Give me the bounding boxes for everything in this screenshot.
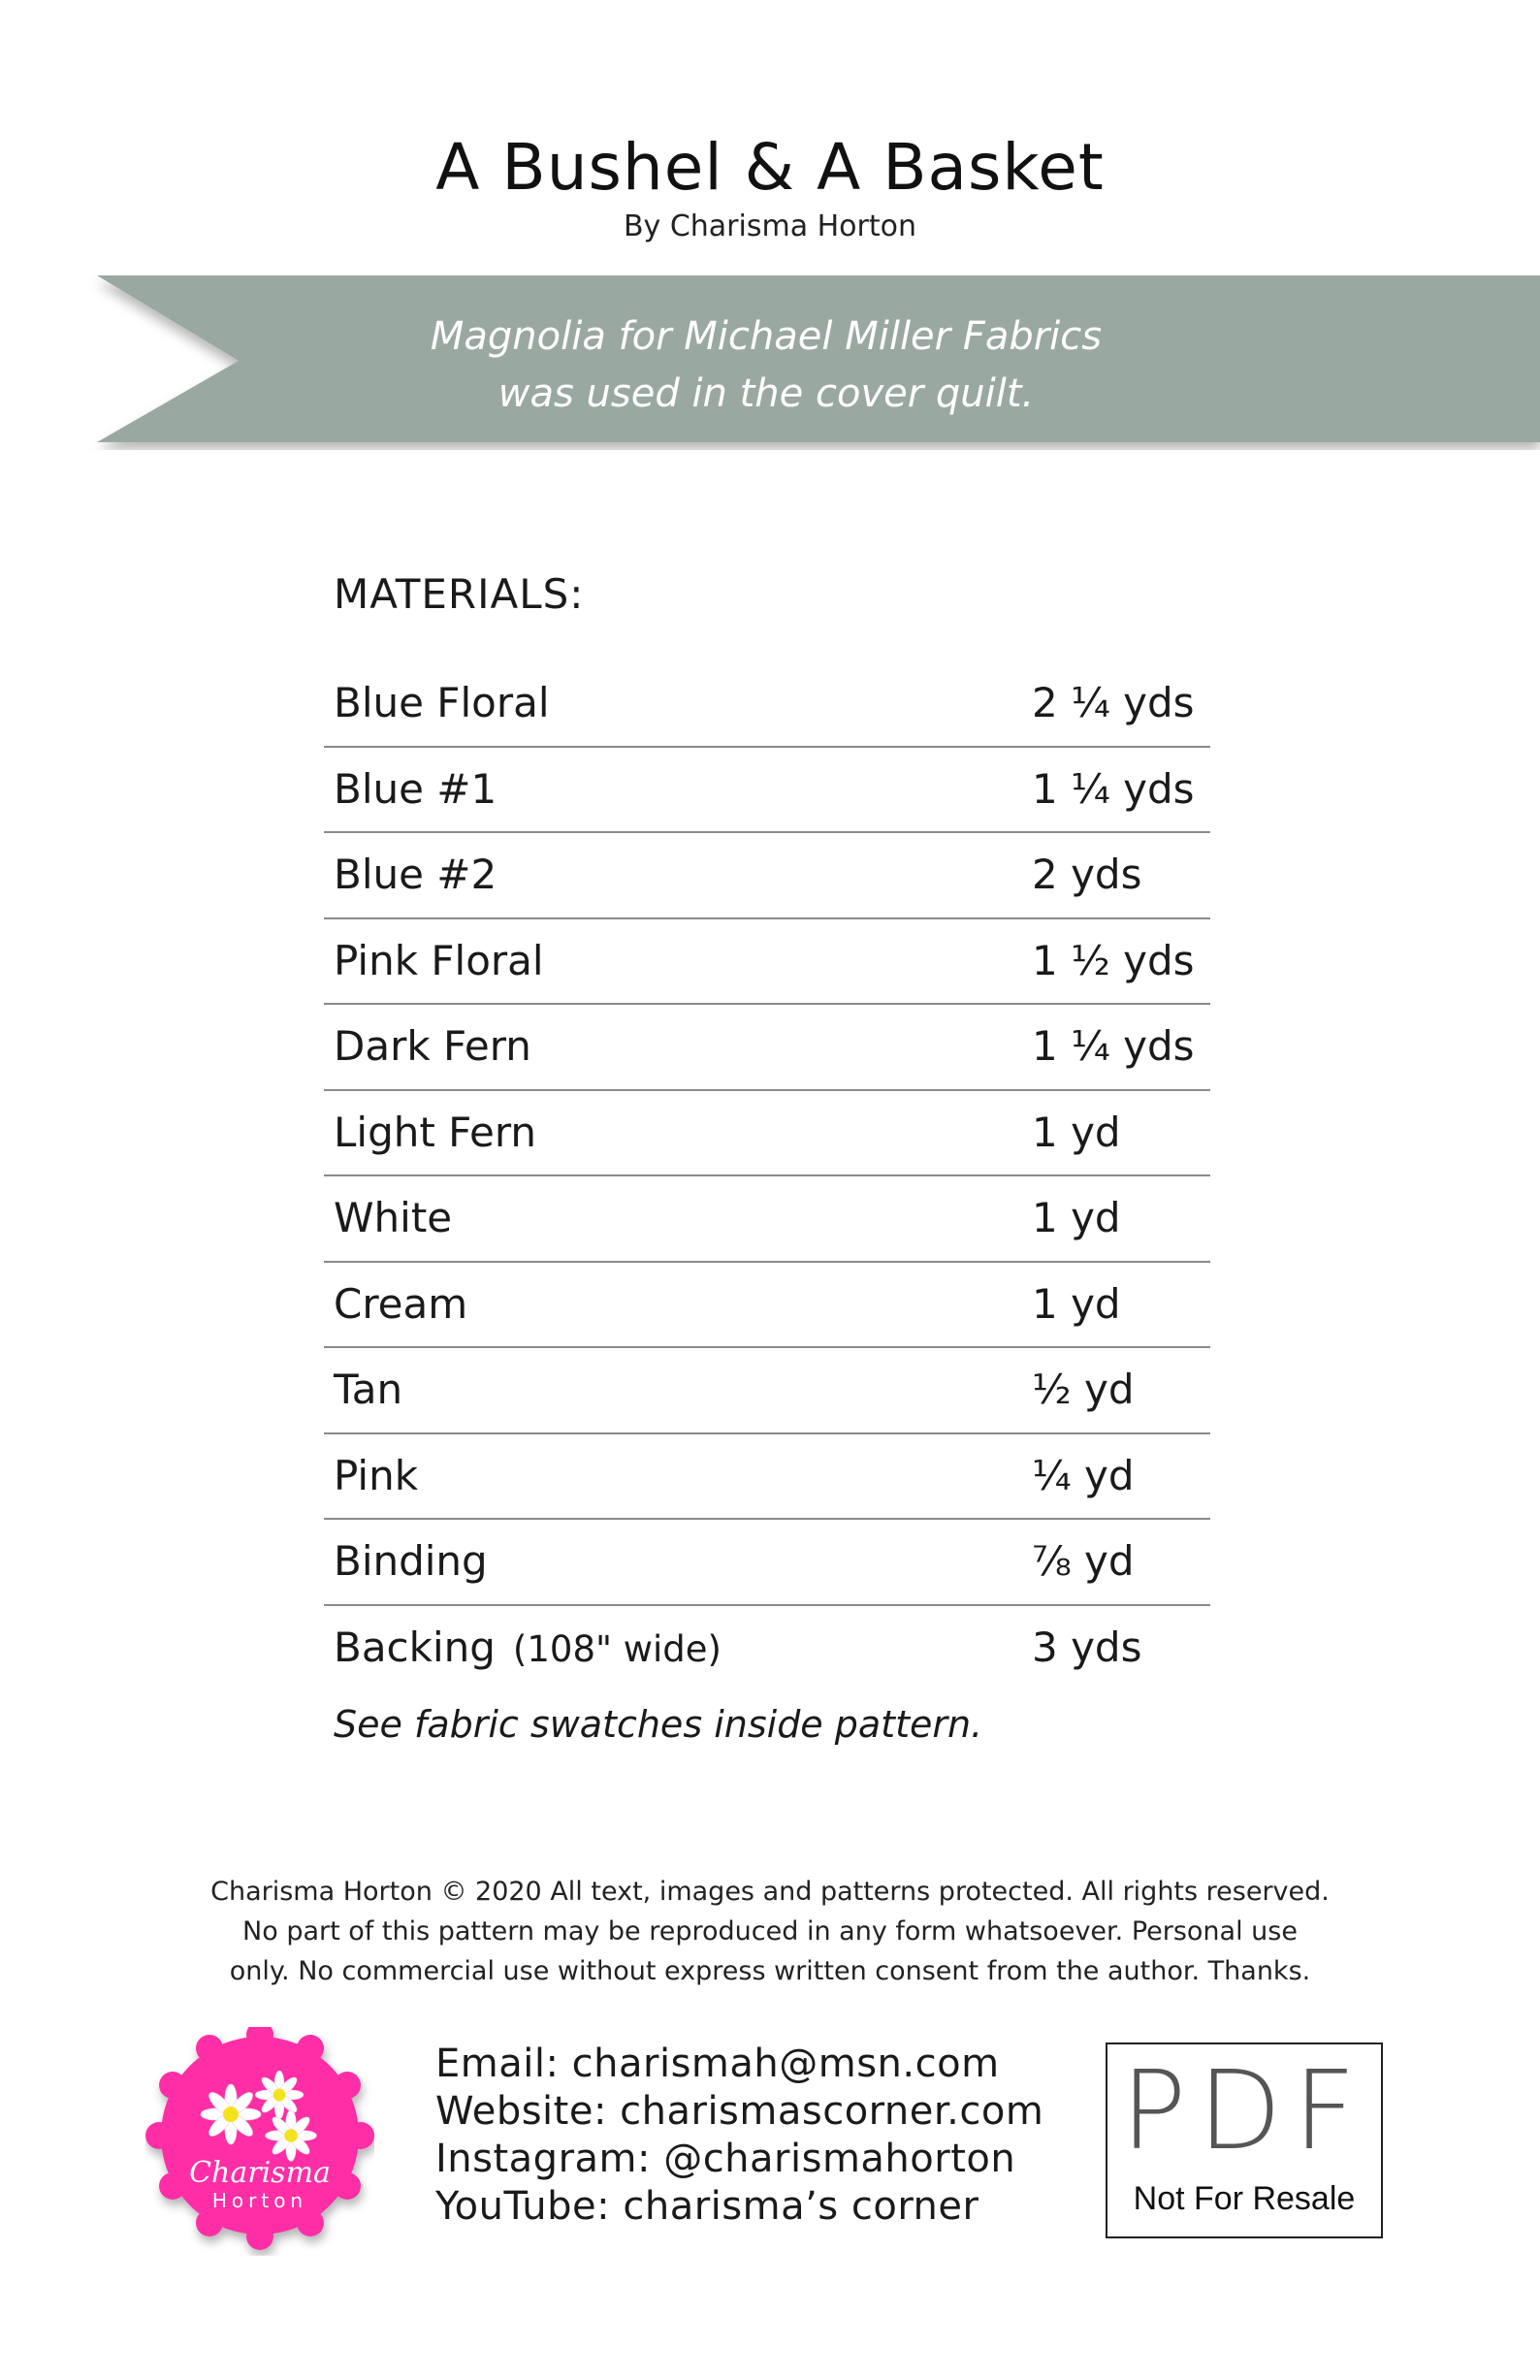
charisma-horton-logo — [145, 2027, 374, 2256]
material-qty: 1 ¼ yds — [1032, 764, 1195, 813]
material-row — [324, 1176, 1210, 1263]
material-qty: ½ yd — [1032, 1366, 1135, 1413]
material-row — [324, 661, 1210, 748]
material-qty: 2 ¼ yds — [1032, 679, 1195, 726]
material-row — [324, 1606, 1210, 1692]
material-name: Tan — [334, 1366, 403, 1413]
material-row — [324, 1434, 1210, 1521]
material-row — [324, 1263, 1210, 1349]
material-name: Blue #2 — [334, 851, 497, 898]
banner-line-1: Magnolia for Michael Miller Fabrics — [430, 314, 1103, 359]
pdf-not-for-resale-badge — [1106, 2042, 1383, 2238]
material-name: Light Fern — [334, 1108, 537, 1156]
material-qty: 1 yd — [1032, 1108, 1121, 1156]
contact-website: Website: charismascorner.com — [435, 2089, 1044, 2134]
materials-table — [324, 661, 1210, 1691]
copyright-notice — [0, 1872, 1540, 1991]
contact-info — [435, 2041, 1043, 2231]
material-name — [334, 1624, 722, 1671]
material-row — [324, 748, 1210, 834]
contact-youtube: YouTube: charisma’s corner — [435, 2184, 979, 2229]
material-name: Pink Floral — [334, 936, 544, 984]
material-row — [324, 1005, 1210, 1091]
material-qty: 3 yds — [1032, 1623, 1142, 1671]
material-qty: 1 yd — [1032, 1194, 1121, 1241]
pdf-label: PDF — [1120, 2048, 1368, 2174]
swatch-note: See fabric swatches inside pattern. — [334, 1703, 983, 1746]
copyright-line-3: only. No commercial use without express written consent from the author. Thanks. — [229, 1956, 1311, 1986]
banner-text — [281, 308, 1251, 423]
material-row — [324, 919, 1210, 1006]
material-note: (108" wide) — [512, 1627, 722, 1670]
pattern-byline: By Charisma Horton — [623, 209, 917, 243]
copyright-line-1: Charisma Horton © 2020 All text, images and patterns protected. All rights reserved. — [210, 1877, 1330, 1907]
material-qty: 2 yds — [1032, 851, 1142, 898]
contact-email: Email: charismah@msn.com — [435, 2042, 1000, 2086]
material-name: Blue Floral — [334, 679, 550, 726]
logo-surname: Horton — [211, 2189, 308, 2212]
material-qty: 1 yd — [1032, 1279, 1121, 1328]
material-qty: 1 ½ yds — [1032, 936, 1195, 984]
pattern-title: A Bushel & A Basket — [435, 130, 1105, 205]
material-row — [324, 1091, 1210, 1177]
material-name: Dark Fern — [334, 1022, 531, 1070]
not-for-resale-label: Not For Resale — [1133, 2180, 1356, 2217]
material-name-text: Backing — [334, 1623, 496, 1671]
material-row — [324, 1348, 1210, 1434]
copyright-line-2: No part of this pattern may be reproduced in any form whatsoever. Personal use — [242, 1916, 1298, 1946]
material-name: Pink — [334, 1451, 419, 1499]
material-qty: 1 ¼ yds — [1032, 1022, 1195, 1070]
material-row — [324, 1520, 1210, 1606]
scalloped-badge — [145, 2027, 374, 2250]
material-name: Cream — [334, 1279, 468, 1328]
material-name: Binding — [334, 1537, 488, 1585]
banner-line-2: was used in the cover quilt. — [497, 371, 1035, 416]
materials-heading: MATERIALS: — [334, 570, 585, 618]
material-name: White — [334, 1194, 453, 1241]
material-row — [324, 833, 1210, 919]
material-name: Blue #1 — [334, 764, 497, 813]
contact-instagram: Instagram: @charismahorton — [435, 2137, 1016, 2181]
logo-name: Charisma — [189, 2156, 331, 2190]
material-qty: ¼ yd — [1032, 1451, 1135, 1499]
material-qty: ⅞ yd — [1032, 1537, 1135, 1585]
